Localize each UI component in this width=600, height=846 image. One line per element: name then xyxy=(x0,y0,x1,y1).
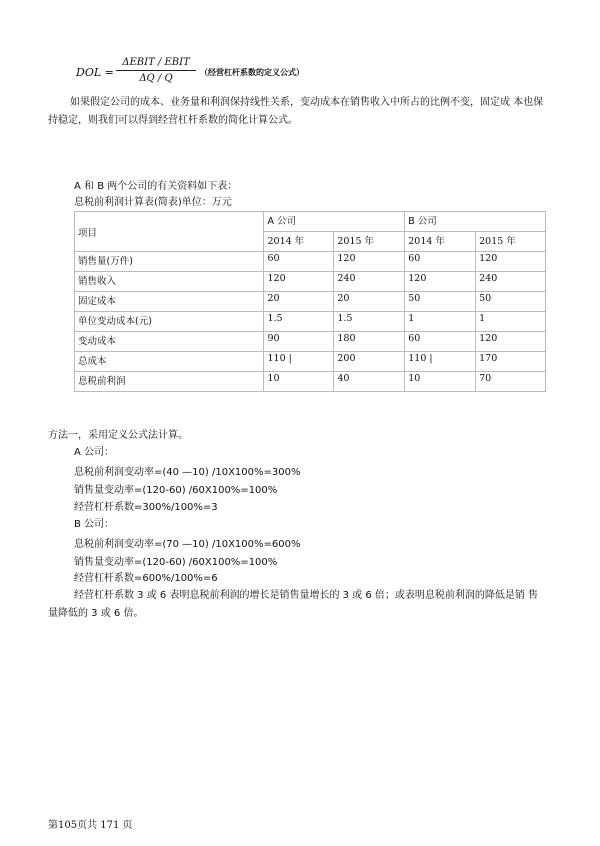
table-cell: 60 xyxy=(405,332,476,352)
dol-formula xyxy=(76,56,336,90)
table-row xyxy=(75,292,546,312)
table-cell: 110 | xyxy=(264,352,334,372)
calc-line: 销售量变动率=(120-60) /60X100%=100% xyxy=(74,557,278,568)
table-cell: 20 xyxy=(264,292,334,312)
table-cell: 1.5 xyxy=(264,312,334,332)
table-cell: 1 xyxy=(476,312,546,332)
table-header-row xyxy=(75,212,546,232)
table-cell: 90 xyxy=(264,332,334,352)
table-cell: 20 xyxy=(334,292,405,312)
formula-lhs: DOL = xyxy=(76,66,114,79)
table-cell: 200 xyxy=(334,352,405,372)
row-label: 变动成本 xyxy=(75,332,264,352)
table-row xyxy=(75,332,546,352)
table-row xyxy=(75,372,546,392)
row-label: 固定成本 xyxy=(75,292,264,312)
row-label: 总成本 xyxy=(75,352,264,372)
row-label: 销售收入 xyxy=(75,272,264,292)
calc-line: 息税前利润变动率=(70 —10) /10X100%=600% xyxy=(74,539,301,550)
table-caption: 息税前利润计算表(简表)单位：万元 xyxy=(74,197,232,208)
year-header: 2014 年 xyxy=(405,232,476,252)
company-b-label: B 公司： xyxy=(74,519,115,530)
company-a-label: A 公司： xyxy=(74,447,115,458)
item-header: 项目 xyxy=(75,212,264,252)
table-intro: A 和 B 两个公司的有关资料如下表： xyxy=(74,181,238,192)
calc-line: 销售量变动率=(120-60) /60X100%=100% xyxy=(74,485,278,496)
table-row xyxy=(75,272,546,292)
table-row xyxy=(75,312,546,332)
table-cell: 10 xyxy=(405,372,476,392)
table-cell: 50 xyxy=(405,292,476,312)
table-cell: 170 xyxy=(476,352,546,372)
table-row xyxy=(75,352,546,372)
table-cell: 240 xyxy=(334,272,405,292)
formula-fraction xyxy=(116,56,196,85)
page-footer: 第105页共 171 页 xyxy=(48,820,133,831)
table-cell: 180 xyxy=(334,332,405,352)
company-b-header: B 公司 xyxy=(405,212,546,232)
row-label: 单位变动成本(元) xyxy=(75,312,264,332)
table-row xyxy=(75,252,546,272)
table-cell: 120 xyxy=(334,252,405,272)
table-cell: 60 xyxy=(264,252,334,272)
table-cell: 40 xyxy=(334,372,405,392)
table-cell: 120 xyxy=(476,252,546,272)
table-cell: 110 | xyxy=(405,352,476,372)
formula-numerator: ΔEBIT / EBIT xyxy=(122,57,190,68)
company-a-header: A 公司 xyxy=(264,212,405,232)
table-cell: 1.5 xyxy=(334,312,405,332)
method-title: 方法一，采用定义公式法计算。 xyxy=(48,430,188,441)
calc-line: 经营杠杆系数=300%/100%=3 xyxy=(74,502,218,513)
row-label: 销售量(万件) xyxy=(75,252,264,272)
table-cell: 120 xyxy=(264,272,334,292)
table-cell: 10 xyxy=(264,372,334,392)
table-cell: 120 xyxy=(476,332,546,352)
table-cell: 1 xyxy=(405,312,476,332)
conclusion-paragraph: 经营杠杆系数 3 或 6 表明息税前利润的增长是销售量增长的 3 或 6 倍；或表明息税前利润的降低是销 售量降低的 3 或 6 倍。 xyxy=(48,590,539,619)
year-header: 2014 年 xyxy=(264,232,334,252)
table-cell: 120 xyxy=(405,272,476,292)
year-header: 2015 年 xyxy=(476,232,546,252)
intro-paragraph: 如果假定公司的成本、业务量和利润保持线性关系，变动成本在销售收入中所占的比例不变，固定成 本也保持稳定，则我们可以得到经营杠杆系数的简化计算公式。 xyxy=(48,97,544,126)
table-cell: 50 xyxy=(476,292,546,312)
table-cell: 240 xyxy=(476,272,546,292)
table-cell: 70 xyxy=(476,372,546,392)
calc-line: 经营杠杆系数=600%/100%=6 xyxy=(74,573,218,584)
row-label: 息税前利润 xyxy=(75,372,264,392)
year-header: 2015 年 xyxy=(334,232,405,252)
formula-note: （经营杠杆系数的定义公式） xyxy=(200,68,304,77)
table-cell: 60 xyxy=(405,252,476,272)
fraction-bar xyxy=(116,70,196,71)
calc-line: 息税前利润变动率=(40 —10) /10X100%=300% xyxy=(74,467,301,478)
ebit-table xyxy=(74,211,546,392)
formula-denominator: ΔQ / Q xyxy=(139,73,173,84)
